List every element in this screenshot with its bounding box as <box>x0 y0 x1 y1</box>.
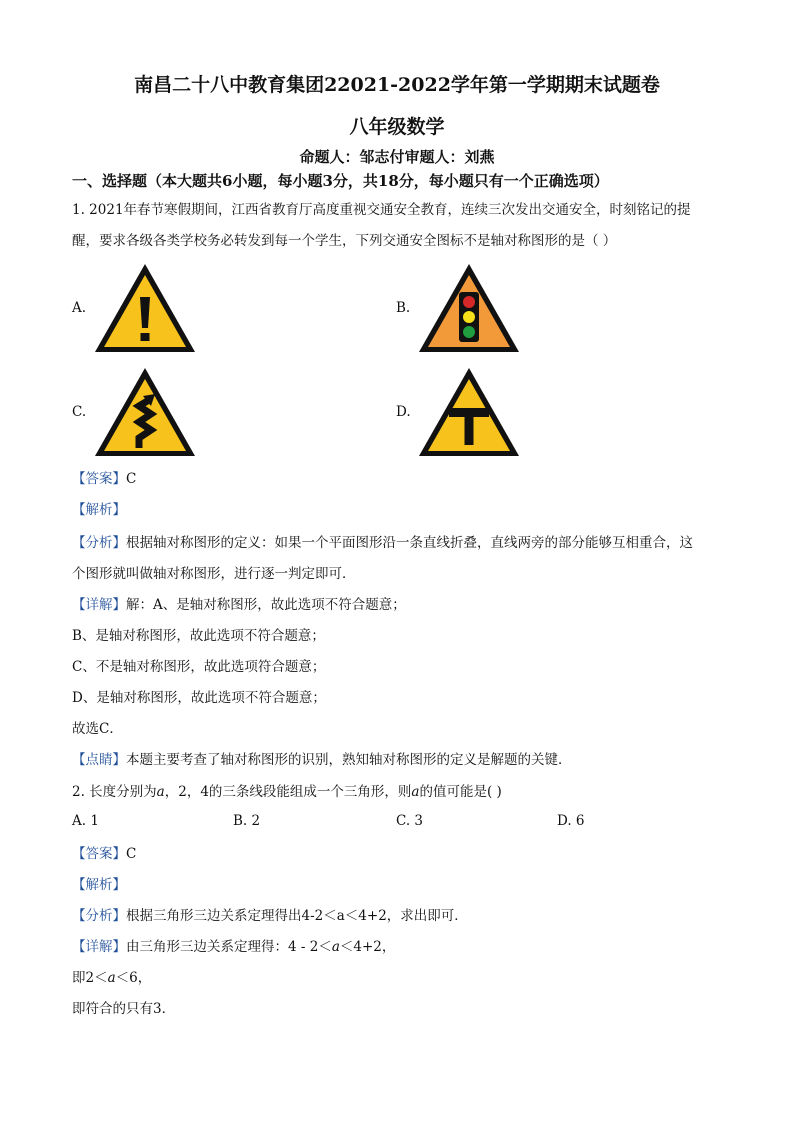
q1-fenxi-text1: 根据轴对称图形的定义：如果一个平面图形沿一条直线折叠，直线两旁的部分能够互相重合，这 <box>126 535 693 551</box>
q1-fenxi-line1 <box>72 533 732 553</box>
q2-answer-tag: 【答案】 <box>72 846 126 862</box>
q1-conclusion: 故选C． <box>72 721 123 737</box>
q1-detail-c: C、不是轴对称图形，故此选项符合题意； <box>72 659 326 675</box>
q1-option-a-label: A. <box>72 300 87 316</box>
q2-choice-a: A. 1 <box>72 813 99 829</box>
q1-dianjing-line <box>72 750 732 770</box>
q2-line-a-pre: 即2＜ <box>72 970 108 986</box>
xiangjie-tag: 【详解】 <box>72 597 126 613</box>
q2-xiangjie-line <box>72 937 732 957</box>
q2-stem-prefix: 2. 长度分别为 <box>72 784 157 800</box>
q1-stem-line2: 醒，要求各级各类学校务必转发到每一个学生，下列交通安全图标不是轴对称图形的是（ ） <box>72 233 617 249</box>
q2-stem-var2: a <box>411 784 420 800</box>
q2-choice-b: B. 2 <box>233 813 261 829</box>
q1-answer-line <box>72 469 732 489</box>
q2-xiangjie-var: a <box>331 939 340 955</box>
q1-xiangjie-text1: 解：A、是轴对称图形，故此选项不符合题意； <box>126 597 406 613</box>
traffic-light-warning-sign-icon <box>417 262 521 354</box>
q2-xiangjie-tag: 【详解】 <box>72 939 126 955</box>
q1-option-c-label: C. <box>72 404 87 420</box>
q2-stem <box>72 782 732 802</box>
q1-analysis-tag: 【解析】 <box>72 502 126 518</box>
exclamation-warning-sign-icon <box>93 262 197 354</box>
q2-answer-line <box>72 844 732 864</box>
q2-fenxi-text: 根据三角形三边关系定理得出4-2＜a＜4+2，求出即可． <box>126 908 468 924</box>
continuous-curve-warning-sign-icon <box>93 366 197 458</box>
exam-authors: 命题人：邹志付审题人：刘燕 <box>299 148 495 166</box>
q2-line-a-var: a <box>107 970 116 986</box>
answer-tag: 【答案】 <box>72 471 126 487</box>
q1-stem-line1: 1. 2021年春节寒假期间，江西省教育厅高度重视交通安全教育，连续三次发出交通安全，时刻铭记的提 <box>72 202 691 218</box>
dianjing-tag: 【点睛】 <box>72 752 126 768</box>
q1-answer: C <box>126 471 137 487</box>
q1-fenxi-line2: 个图形就叫做轴对称图形，进行逐一判定即可． <box>72 566 356 582</box>
q2-stem-suffix: 的值可能是( ) <box>419 784 502 800</box>
q1-detail-d: D、是轴对称图形，故此选项不符合题意； <box>72 690 326 706</box>
q2-stem-var: a <box>156 784 165 800</box>
section-heading: 一、选择题（本大题共6小题，每小题3分，共18分，每小题只有一个正确选项） <box>72 172 609 190</box>
q1-option-b-label: B. <box>396 300 411 316</box>
q2-fenxi-tag: 【分析】 <box>72 908 126 924</box>
q2-xiangjie-pre: 由三角形三边关系定理得：4 - 2＜ <box>126 939 332 955</box>
q2-choice-c: C. 3 <box>396 813 424 829</box>
exam-subtitle: 八年级数学 <box>349 116 445 138</box>
q2-stem-mid: ，2，4的三条线段能组成一个三角形，则 <box>164 784 412 800</box>
q1-detail-b: B、是轴对称图形，故此选项不符合题意； <box>72 628 325 644</box>
q1-xiangjie-line1 <box>72 595 732 615</box>
fenxi-tag: 【分析】 <box>72 535 126 551</box>
q2-answer: C <box>126 846 137 862</box>
q2-xiangjie-post: ＜4+2， <box>339 939 396 955</box>
q1-option-d-label: D. <box>396 404 411 420</box>
q2-choice-d: D. 6 <box>557 813 585 829</box>
t-junction-warning-sign-icon <box>417 366 521 458</box>
q2-analysis-tag: 【解析】 <box>72 877 126 893</box>
q2-line-a <box>72 968 732 988</box>
q1-dianjing-text: 本题主要考查了轴对称图形的识别，熟知轴对称图形的定义是解题的关键． <box>126 752 572 768</box>
q2-line-b: 即符合的只有3． <box>72 1001 176 1017</box>
q2-fenxi-line <box>72 906 732 926</box>
q2-line-a-post: ＜6， <box>115 970 152 986</box>
exam-title: 南昌二十八中教育集团22021-2022学年第一学期期末试题卷 <box>134 74 660 96</box>
